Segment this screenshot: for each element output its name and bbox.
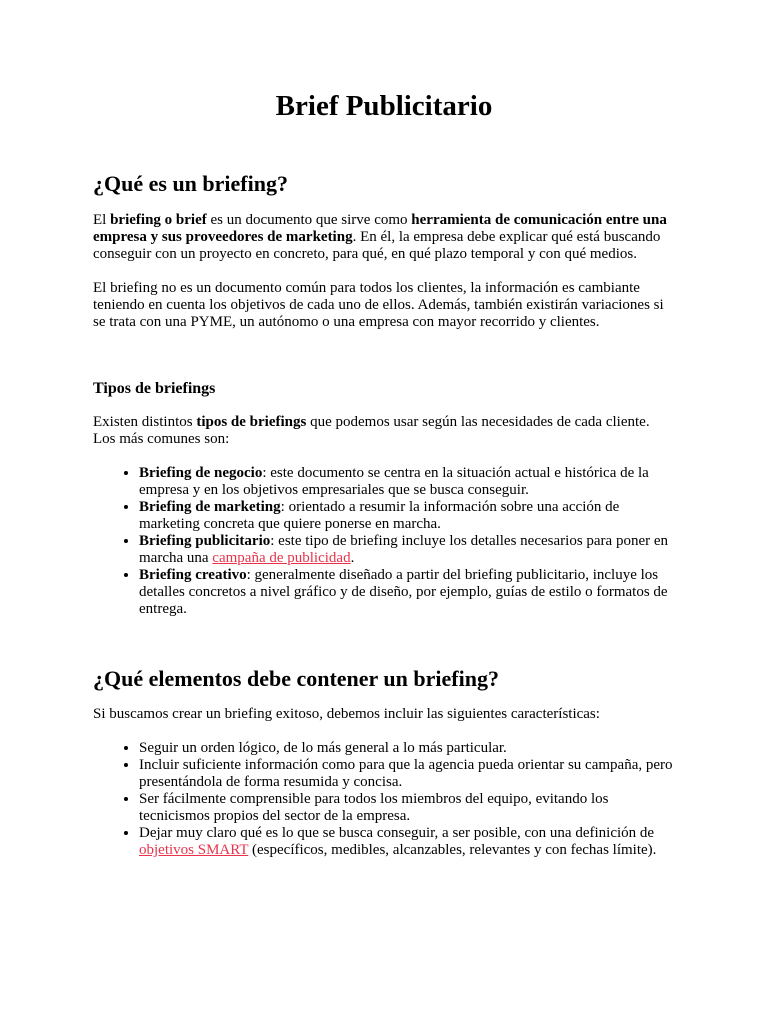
- paragraph-definition: [93, 212, 675, 263]
- paragraph-variations: El briefing no es un documento común para todos los clientes, la información es cambiante teniendo en cuenta los objetivos de cada uno de ellos. Además, también existirán variaciones si se trata con una PYME, un autónomo o una empresa con mayor recorrido y clientes.: [93, 280, 664, 330]
- elements-list: [93, 740, 675, 859]
- link-campana-publicidad[interactable]: campaña de publicidad: [212, 550, 351, 566]
- subheading-types: Tipos de briefings: [93, 380, 216, 397]
- list-item-text: : este documento se centra en la situación actual e histórica de la empresa y en los objetivos empresariales que se busca conseguir.: [139, 465, 649, 498]
- bold-text: briefing o brief: [110, 212, 207, 228]
- text: es un documento que sirve como: [206, 212, 412, 228]
- list-item: [139, 825, 675, 859]
- list-item-bold: Briefing de negocio: [139, 465, 263, 481]
- list-item-text: .: [350, 550, 355, 566]
- text: que podemos usar según las necesidades de cada cliente. Los más comunes son:: [93, 414, 650, 447]
- list-item: [139, 499, 675, 533]
- list-item-text: Dejar muy claro qué es lo que se busca conseguir, a ser posible, con una definición de: [139, 825, 655, 841]
- bold-text: tipos de briefings: [196, 414, 307, 430]
- list-item-text: : este tipo de briefing incluye los detalles necesarios para poner en marcha una: [139, 533, 669, 566]
- text: . En él, la empresa debe explicar qué está buscando conseguir con un proyecto en concreto, para qué, en qué plazo temporal y con qué medios.: [93, 229, 661, 262]
- list-item-bold: Briefing creativo: [139, 567, 247, 583]
- paragraph-elements-intro: Si buscamos crear un briefing exitoso, debemos incluir las siguientes características:: [93, 706, 600, 722]
- list-item-bold: Briefing publicitario: [139, 533, 271, 549]
- bold-text: herramienta de comunicación entre una empresa y sus proveedores de marketing: [93, 212, 667, 245]
- text: El: [93, 212, 111, 228]
- section-heading-what-is-briefing: ¿Qué es un briefing?: [93, 171, 288, 196]
- list-item-text: (específicos, medibles, alcanzables, relevantes y con fechas límite).: [248, 842, 657, 858]
- link-objetivos-smart[interactable]: objetivos SMART: [139, 842, 249, 858]
- list-item-bold: Briefing de marketing: [139, 499, 281, 515]
- list-item: • Incluir suficiente información como para que la agencia pueda orientar su campaña, pero presentándola de forma resumida y concisa.: [139, 757, 675, 791]
- section-heading-elements: ¿Qué elementos debe contener un briefing?: [93, 666, 499, 691]
- list-item: • Ser fácilmente comprensible para todos los miembros del equipo, evitando los tecnicismos propios del sector de la empresa.: [139, 791, 675, 825]
- list-item-text: : orientado a resumir la información sobre una acción de marketing concreta que quiere ponerse en marcha.: [139, 499, 620, 532]
- types-list: [93, 465, 675, 618]
- paragraph-types-intro: [93, 414, 675, 448]
- list-item: [139, 465, 675, 499]
- list-item: [139, 533, 675, 567]
- list-item: [139, 567, 675, 618]
- text: Existen distintos: [93, 414, 197, 430]
- document-title: Brief Publicitario: [275, 90, 493, 122]
- list-item-text: : generalmente diseñado a partir del briefing publicitario, incluye los detalles concretos a nivel gráfico y de diseño, por ejemplo, guías de estilo o formatos de entrega.: [139, 567, 668, 617]
- list-item: • Seguir un orden lógico, de lo más general a lo más particular.: [139, 740, 675, 757]
